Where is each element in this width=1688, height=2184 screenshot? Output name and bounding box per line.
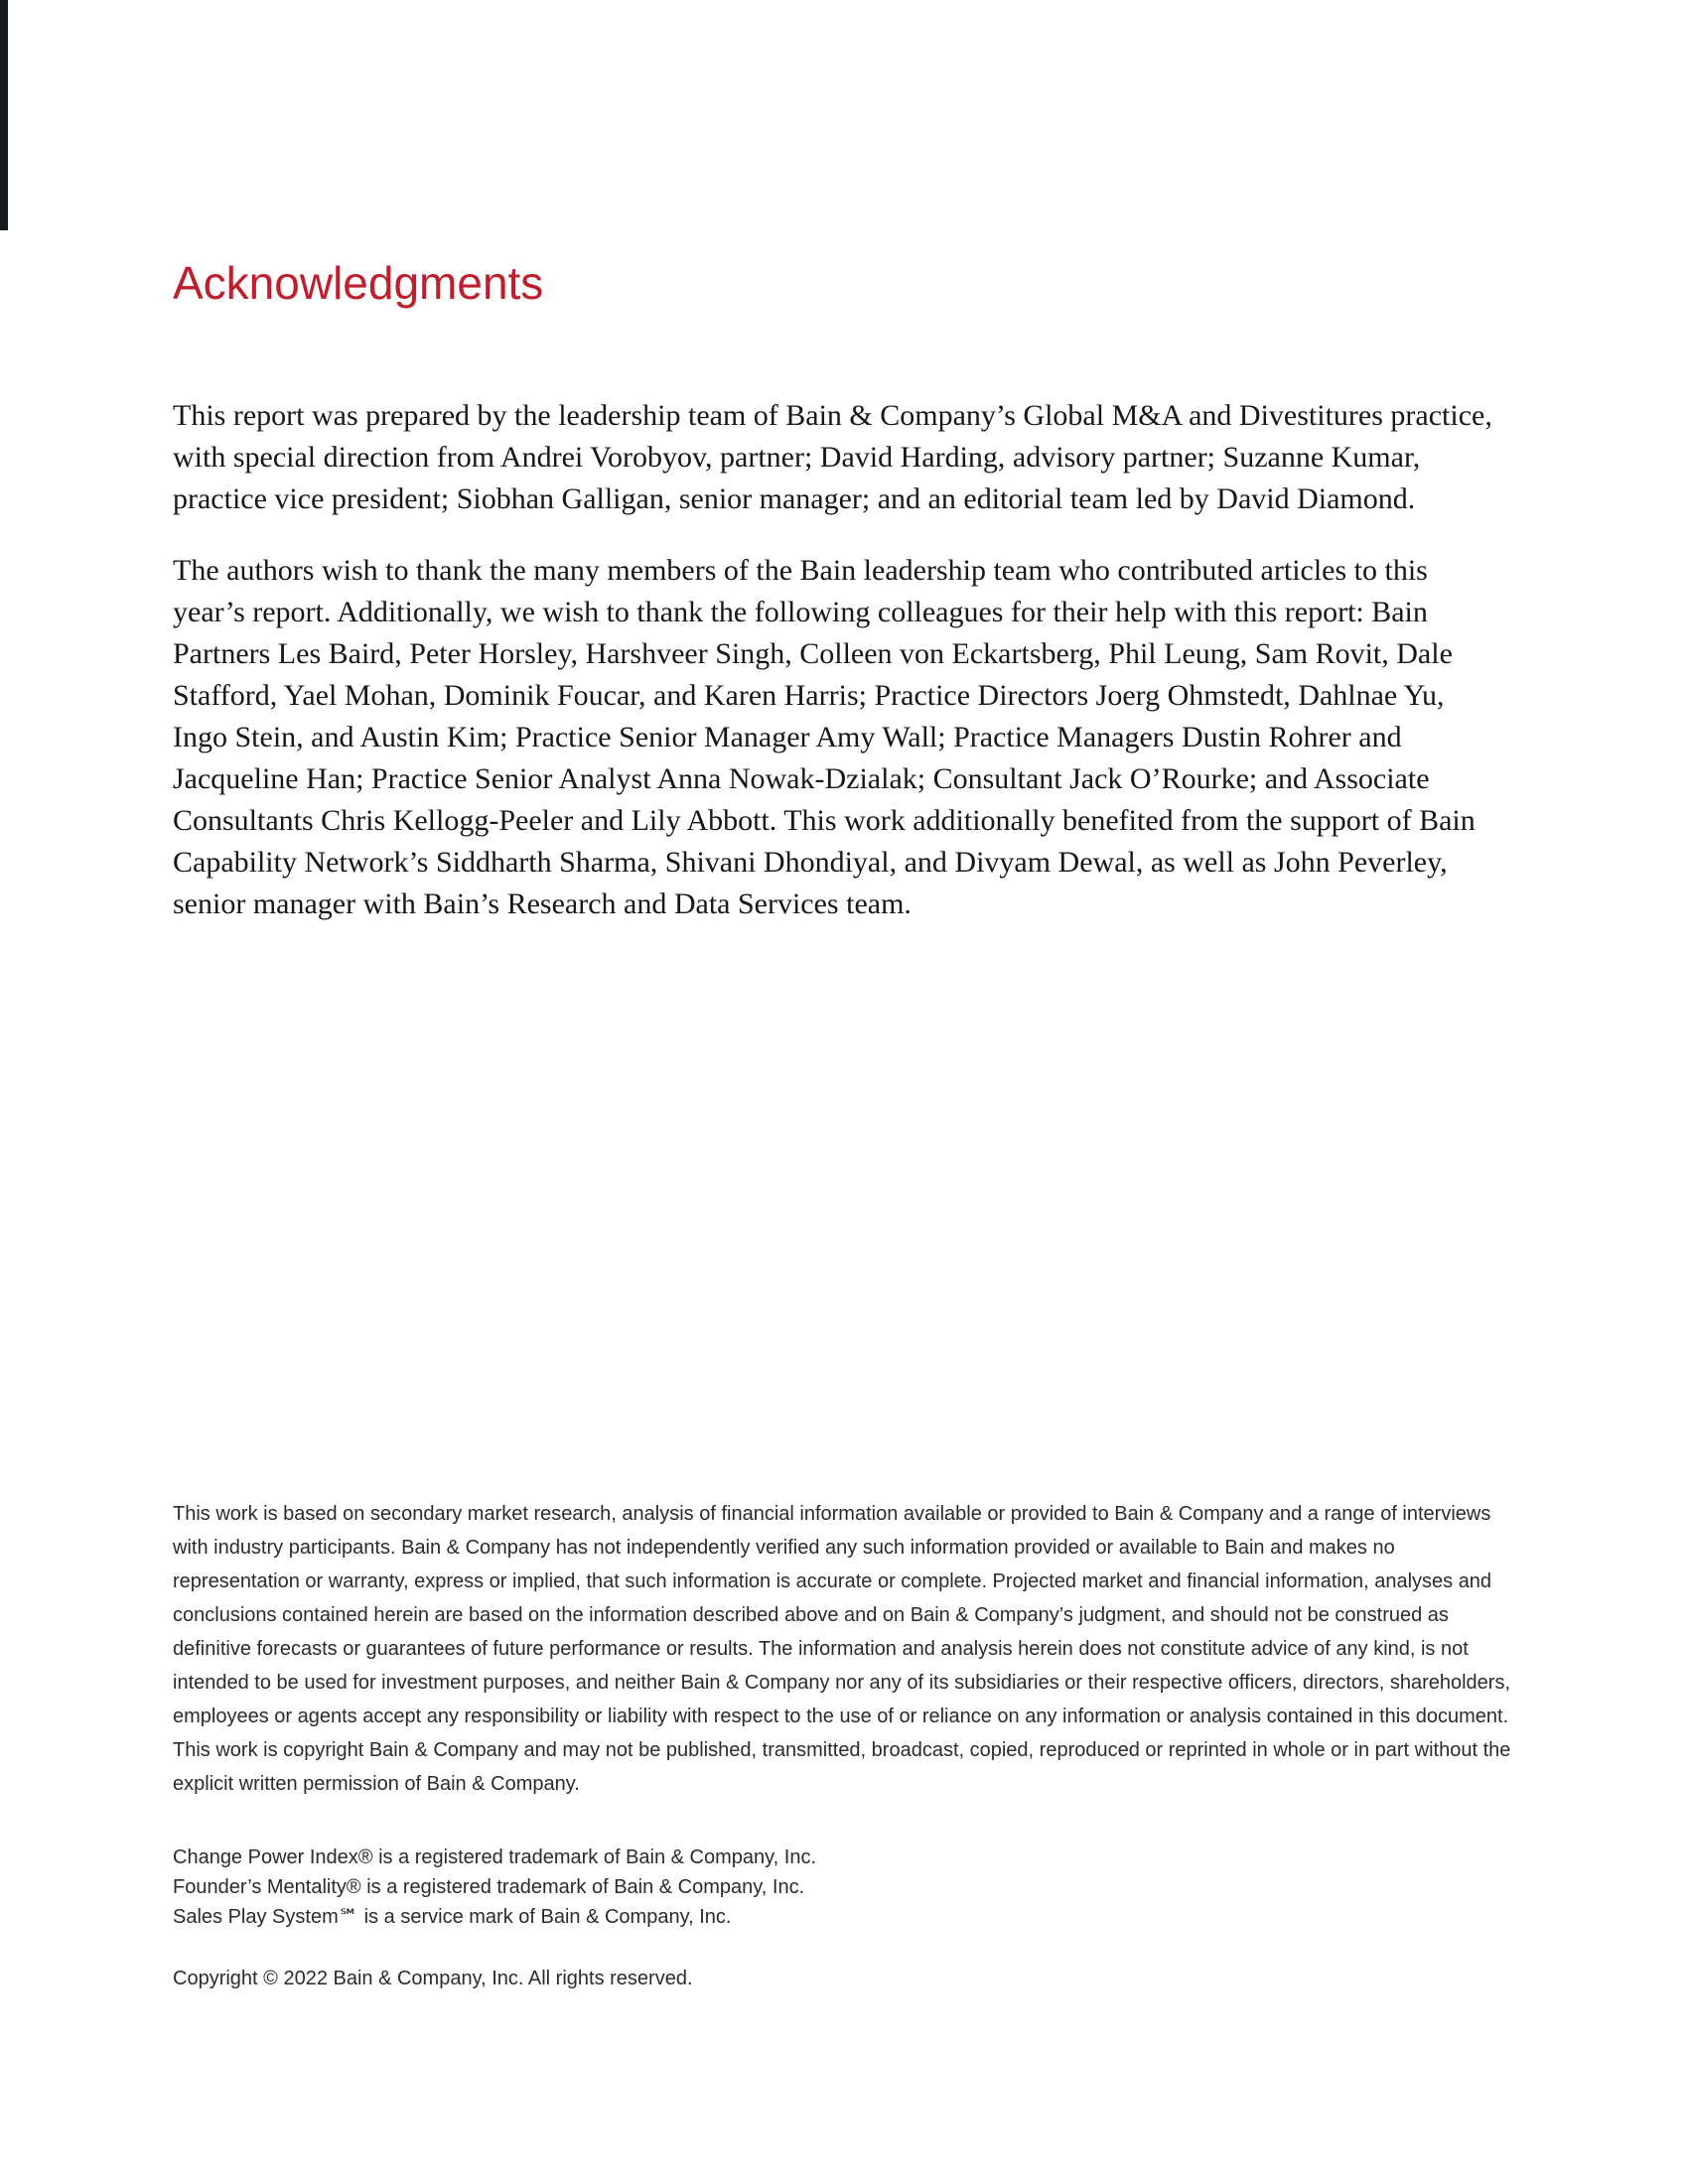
page-edge-artifact: [0, 0, 8, 230]
trademark-line-founders-mentality: Founder’s Mentality® is a registered trademark of Bain & Company, Inc.: [173, 1876, 805, 1898]
trademark-line-sales-play-system: Sales Play System℠ is a service mark of Bain & Company, Inc.: [173, 1906, 732, 1928]
copyright-notice: Copyright © 2022 Bain & Company, Inc. All rights reserved.: [173, 1968, 693, 1989]
legal-disclaimer: This work is based on secondary market research, analysis of financial information available or provided to Bain & Company and a range of interviews with industry participants. Bain & Company has not independently verified any such information provided or available to Bain and makes no representation or warranty, express or implied, that such information is accurate or complete. Projected market and financial information, analyses and conclusions contained herein are based on the information described above and on Bain & Company’s judgment, and should not be construed as definitive forecasts or guarantees of future performance or results. The information and analysis herein does not constitute advice of any kind, is not intended to be used for investment purposes, and neither Bain & Company nor any of its subsidiaries or their respective officers, directors, shareholders, employees or agents accept any responsibility or liability with respect to the use of or reliance on any information or analysis contained in this document. This work is copyright Bain & Company and may not be published, transmitted, broadcast, copied, reproduced or reprinted in whole or in part without the explicit written permission of Bain & Company.: [173, 1503, 1511, 1795]
paragraph-intro: This report was prepared by the leadership team of Bain & Company’s Global M&A and Divestitures practice, with special direction from Andrei Vorobyov, partner; David Harding, advisory partner; Suzanne Kumar, practice vice president; Siobhan Galligan, senior manager; and an editorial team led by David Diamond.: [173, 399, 1492, 515]
page-title: Acknowledgments: [173, 257, 544, 309]
paragraph-thanks: The authors wish to thank the many members of the Bain leadership team who contributed articles to this year’s report. Additionally, we wish to thank the following colleagues for their help with this report: Bain Partners Les Baird, Peter Horsley, Harshveer Singh, Colleen von Eckartsberg, Phil Leung, Sam Rovit, Dale Stafford, Yael Mohan, Dominik Foucar, and Karen Harris; Practice Directors Joerg Ohmstedt, Dahlnae Yu, Ingo Stein, and Austin Kim; Practice Senior Manager Amy Wall; Practice Managers Dustin Rohrer and Jacqueline Han; Practice Senior Analyst Anna Nowak-Dzialak; Consultant Jack O’Rourke; and Associate Consultants Chris Kellogg-Peeler and Lily Abbott. This work additionally benefited from the support of Bain Capability Network’s Siddharth Sharma, Shivani Dhondiyal, and Divyam Dewal, as well as John Peverley, senior manager with Bain’s Research and Data Services team.: [173, 554, 1476, 920]
trademark-notices: [173, 1843, 1523, 1932]
acknowledgments-body: [173, 395, 1493, 955]
trademark-line-change-power-index: Change Power Index® is a registered trademark of Bain & Company, Inc.: [173, 1846, 817, 1868]
